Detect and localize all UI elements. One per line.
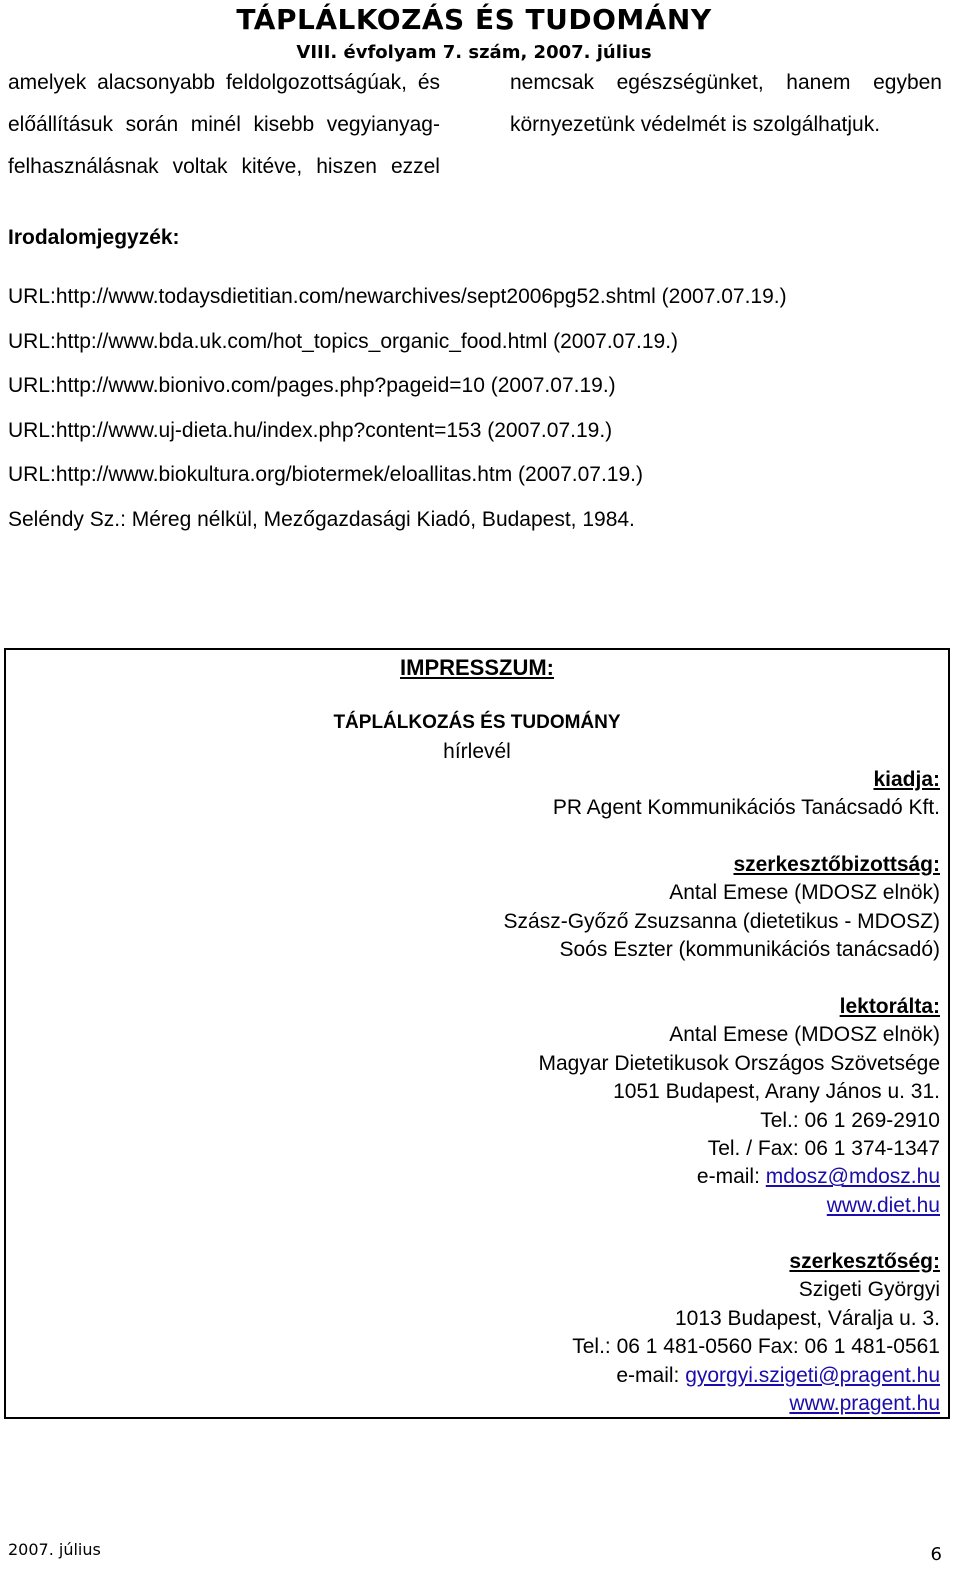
editorial-web-link[interactable]: www.pragent.hu [789, 1391, 940, 1415]
word: előállításuk [8, 113, 114, 136]
word: voltak [172, 155, 228, 178]
word: során [125, 113, 179, 136]
editorial-address: 1013 Budapest, Váralja u. 3. [674, 1306, 940, 1330]
word: egyben [873, 71, 942, 94]
email-prefix: e-mail: [616, 1363, 686, 1387]
publisher-label: kiadja: [873, 768, 940, 791]
body-line [8, 62, 440, 104]
body-line [8, 104, 440, 146]
publication-title: TÁPLÁLKOZÁS ÉS TUDOMÁNY [333, 712, 621, 733]
word: ezzel [390, 155, 440, 178]
right-column [510, 62, 942, 146]
reviewer-email-line [538, 1163, 940, 1191]
reviewer-web-line [538, 1192, 940, 1220]
reference-item: URL:http://www.uj-dieta.hu/index.php?content=153 (2007.07.19.) [8, 418, 613, 442]
editorial-email-link[interactable]: gyorgyi.szigeti@pragent.hu [685, 1363, 940, 1387]
publication-type: hírlevél [443, 740, 511, 763]
reference-item: URL:http://www.biokultura.org/biotermek/eloallitas.htm (2007.07.19.) [8, 463, 643, 486]
word: alacsonyabb [97, 71, 216, 94]
footer-date: 2007. július [8, 1540, 101, 1559]
left-column [8, 62, 440, 188]
word: környezetünk védelmét is szolgálhatjuk. [510, 113, 881, 136]
publisher-name: PR Agent Kommunikációs Tanácsadó Kft. [552, 796, 940, 820]
reviewer-email-link[interactable]: mdosz@mdosz.hu [765, 1165, 940, 1189]
board-block [504, 851, 940, 965]
editorial-block [572, 1248, 940, 1418]
references-title: Irodalomjegyzék: [8, 226, 180, 249]
journal-title: TÁPLÁLKOZÁS ÉS TUDOMÁNY [236, 3, 712, 36]
publisher-block [553, 766, 940, 823]
references-list [8, 275, 948, 542]
reviewer-label: lektorálta: [839, 995, 940, 1018]
word: egészségünket, [616, 71, 764, 94]
word: hiszen [316, 155, 377, 178]
word: vegyianyag- [326, 113, 440, 136]
reviewer-org: Magyar Dietetikusok Országos Szövetsége [538, 1051, 940, 1075]
word: minél [190, 113, 241, 136]
issue-info: VIII. évfolyam 7. szám, 2007. július [296, 42, 652, 63]
reviewer-web-link[interactable]: www.diet.hu [826, 1193, 940, 1217]
board-label: szerkesztőbizottság: [733, 853, 940, 876]
board-member: Soós Eszter (kommunikációs tanácsadó) [559, 938, 940, 962]
editorial-phone: Tel.: 06 1 481-0560 Fax: 06 1 481-0561 [572, 1335, 940, 1359]
body-line [510, 62, 942, 104]
body-line [510, 104, 942, 146]
word: és [417, 71, 440, 94]
reviewer-address: 1051 Budapest, Arany János u. 31. [613, 1080, 940, 1104]
reviewer-tel: Tel.: 06 1 269-2910 [760, 1108, 940, 1132]
reviewer-block [538, 993, 940, 1220]
board-member: Antal Emese (MDOSZ elnök) [669, 881, 940, 905]
reference-item: Seléndy Sz.: Méreg nélkül, Mezőgazdasági Kiadó, Budapest, 1984. [8, 507, 635, 531]
impressum-title: IMPRESSZUM: [400, 655, 554, 680]
reference-item: URL:http://www.bionivo.com/pages.php?pageid=10 (2007.07.19.) [8, 374, 616, 397]
editorial-email-line [572, 1362, 940, 1390]
body-line [8, 146, 440, 188]
board-member: Szász-Győző Zsuzsanna (dietetikus - MDOSZ) [503, 909, 940, 933]
word: hanem [786, 71, 851, 94]
word: feldolgozottságúak, [225, 71, 407, 94]
reference-item: URL:http://www.bda.uk.com/hot_topics_organic_food.html (2007.07.19.) [8, 329, 679, 353]
editorial-label: szerkesztőség: [789, 1250, 940, 1273]
word: nemcsak [510, 71, 595, 94]
word: kitéve, [241, 155, 303, 178]
page-number: 6 [930, 1544, 942, 1565]
reference-item: URL:http://www.todaysdietitian.com/newarchives/sept2006pg52.shtml (2007.07.19.) [8, 285, 787, 308]
email-prefix: e-mail: [696, 1165, 766, 1189]
reviewer-name: Antal Emese (MDOSZ elnök) [669, 1023, 940, 1047]
editorial-name: Szigeti Györgyi [798, 1278, 940, 1302]
word: amelyek [8, 71, 87, 94]
reviewer-fax: Tel. / Fax: 06 1 374-1347 [707, 1136, 940, 1160]
word: felhasználásnak [8, 155, 159, 178]
impressum-box [4, 648, 950, 1419]
editorial-web-line [572, 1390, 940, 1418]
word: kisebb [253, 113, 315, 136]
